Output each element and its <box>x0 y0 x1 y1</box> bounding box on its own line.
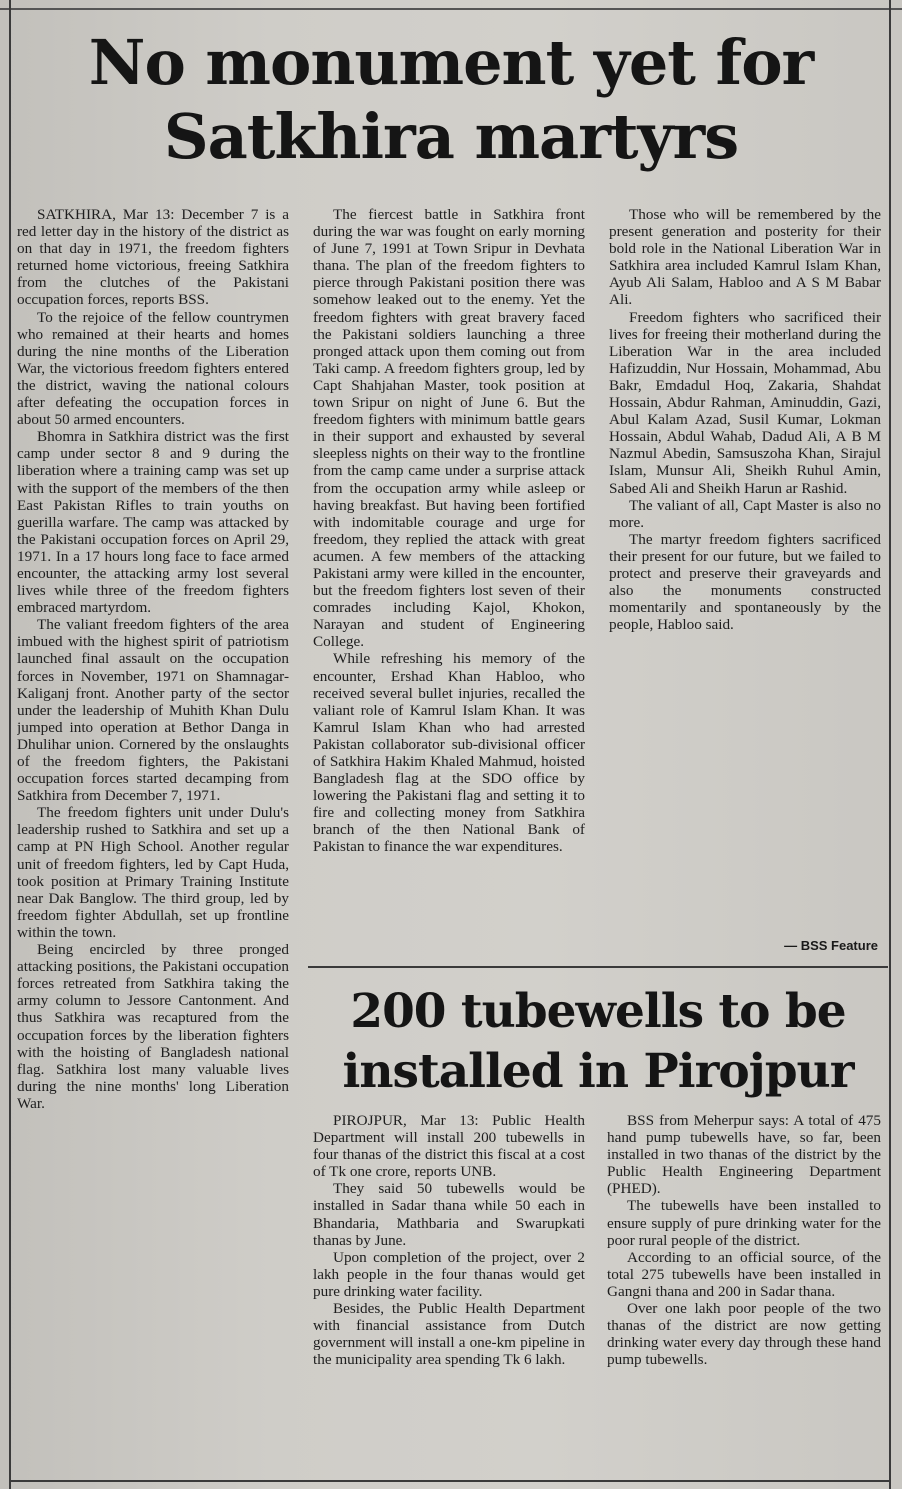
article1-paragraph: While refreshing his memory of the encounter, Ershad Khan Habloo, who received several bullet injuries, recalled the valiant role of Kamrul Islam Khan. It was Kamrul Islam Khan who had arrested Pakistan collaborator sub-divisional officer of Satkhira Hakim Khaled Mahmud, hoisted Bangladesh flag at the SDO office by lowering the Pakistani flag and setting it to fire and collecting money from Satkhira branch of the then National Bank of Pakistan to finance the war expenditures. <box>313 650 585 856</box>
right-column-rule <box>889 0 891 1489</box>
article1-column-2 <box>313 206 585 964</box>
article2-paragraph: Besides, the Public Health Department with financial assistance from Dutch government will install a one-km pipeline in the municipality area spending Tk 6 lakh. <box>313 1300 585 1369</box>
article2-paragraph: According to an official source, of the total 275 tubewells have been installed in Gangni thana and 200 in Sadar thana. <box>607 1248 881 1300</box>
article2-paragraph: BSS from Meherpur says: A total of 475 hand pump tubewells have, so far, been installed in two thanas of the district by the Public Health Engineering Department (PHED). <box>607 1112 881 1198</box>
article1-paragraph: The freedom fighters unit under Dulu's leadership rushed to Satkhira and set up a camp at PN High School. Another regular unit of freedom fighters, led by Capt Huda, took position at Primary Training Institute near Dak Banglow. The third group, led by freedom fighter Abdullah, set up frontline within the town. <box>17 804 289 941</box>
article-divider <box>308 966 888 968</box>
article2-headline-line1: 200 tubewells to be <box>350 984 846 1039</box>
article2-paragraph: The tubewells have been installed to ensure supply of pure drinking water for the poor rural people of the district. <box>607 1197 881 1249</box>
article2-paragraph: Over one lakh poor people of the two thanas of the district are now getting drinking water every day through these hand pump tubewells. <box>607 1300 881 1369</box>
article1-headline-line1: No monument yet for <box>88 26 814 99</box>
article2-headline <box>310 982 886 1102</box>
article1-paragraph: Bhomra in Satkhira district was the first camp under sector 8 and 9 during the liberation where a training camp was set up with the support of the members of the then East Pakistan Rifles to train youths on guerilla warfare. The camp was attacked by the Pakistani occupation forces on April 29, 1971. In a 17 hours long face to face armed encounter, the attacking army lost several lives while three of the freedom fighters embraced martyrdom. <box>17 428 289 617</box>
article1-paragraph: SATKHIRA, Mar 13: December 7 is a red letter day in the history of the district as on that day in 1971, the freedom fighters returned home victorious, freeing Satkhira from the clutches of the Pakistani occupation forces, reports BSS. <box>17 206 289 309</box>
article1-paragraph: The fiercest battle in Satkhira front during the war was fought on early morning of June 7, 1991 at Town Sripur in Devhata thana. The plan of the freedom fighters to pierce through Pakistani position there was somehow leaked out to the enemy. Yet the freedom fighters with great bravery faced the Pakistani soldiers launching a three pronged attack upon them coming out from Taki camp. A freedom fighters group, led by Capt Shahjahan Master, took position at town Sripur on night of June 6. But the freedom fighters with minimum battle gears in their support and exhausted by several sleepless nights on their way to the frontline from the camp came under a surprise attack from the occupation army while asleep or having breakfast. But having been fortified with indomitable courage and urge for freedom, they replied the attack with great acumen. A few members of the attacking Pakistani army were killed in the encounter, but the freedom fighters lost seven of their comrades including Kajol, Khokon, Narayan and student of Engineering College. <box>313 206 585 651</box>
bottom-rule <box>9 1480 891 1482</box>
article2-paragraph: Upon completion of the project, over 2 lakh people in the four thanas would get pure drinking water facility. <box>313 1248 585 1300</box>
top-rule <box>0 8 902 10</box>
article1-paragraph: Being encircled by three pronged attacking positions, the Pakistani occupation forces retreated from Satkhira taking the army column to Jessore Cantonment. And thus Satkhira was recaptured from the occupation forces by the liberation fighters with the hoisting of Bangladesh national flag. Satkhira lost many valuable lives during the nine months' long Liberation War. <box>17 941 289 1112</box>
article1-column-1 <box>17 206 289 1461</box>
left-column-rule <box>9 0 11 1489</box>
article1-paragraph: Freedom fighters who sacrificed their lives for freeing their motherland during the Liberation War in the area included Hafizuddin, Nur Hossain, Mohammad, Abu Bakr, Emdadul Hoq, Zakaria, Shahdat Hossain, Abdur Rahman, Aminuddin, Gazi, Abul Kalam Azad, Susil Kumar, Lokman Hossain, Abdul Wahab, Dadud Ali, A B M Nazmul Abedin, Samsuszoha Khan, Sirajul Islam, Munsur Ali, Sheikh Ruhul Amin, Sabed Ali and Sheikh Harun ar Rashid. <box>609 308 881 497</box>
article1-paragraph: The valiant freedom fighters of the area imbued with the highest spirit of patriotism launched final assault on the occupation forces in November, 1971 on Shamnagar-Kaliganj front. Another party of the sector under the leadership of Muhith Khan Dulu jumped into operation at Bethor Danga in Dhulihar union. Cornered by the onslaughts of the freedom fighters, the Pakistani occupation forces started decamping from Satkhira from December 7, 1971. <box>17 616 289 805</box>
article1-credit: — BSS Feature <box>784 938 878 953</box>
article2-column-2 <box>607 1112 881 1467</box>
article1-paragraph: To the rejoice of the fellow countrymen who remained at their hearts and homes during the nine months of the Liberation War, the victorious freedom fighters entered the district, waving the national colours after defeating the occupation forces in about 50 armed encounters. <box>17 308 289 429</box>
article2-column-1 <box>313 1112 585 1467</box>
article1-paragraph: Those who will be remembered by the present generation and posterity for their bold role in the National Liberation War in Satkhira area included Kamrul Islam Khan, Ayub Ali Salam, Habloo and A S M Babar Ali. <box>609 206 881 309</box>
article1-column-3 <box>609 206 881 946</box>
article2-paragraph: They said 50 tubewells would be installed in Sadar thana while 50 each in Bhandaria, Mathbaria and Swarupkati thanas by June. <box>313 1180 585 1249</box>
article1-paragraph: The martyr freedom fighters sacrificed their present for our future, but we failed to protect and preserve their graveyards and also the monuments constructed momentarily and spontaneously by the people, Habloo said. <box>609 530 881 634</box>
article1-paragraph: The valiant of all, Capt Master is also no more. <box>609 496 881 531</box>
article2-headline-line2: installed in Pirojpur <box>342 1044 854 1099</box>
article2-paragraph: PIROJPUR, Mar 13: Public Health Department will install 200 tubewells in four thanas of the district this fiscal at a cost of Tk one crore, reports UNB. <box>313 1112 585 1181</box>
article1-headline <box>14 26 888 174</box>
article1-headline-line2: Satkhira martyrs <box>163 100 739 173</box>
